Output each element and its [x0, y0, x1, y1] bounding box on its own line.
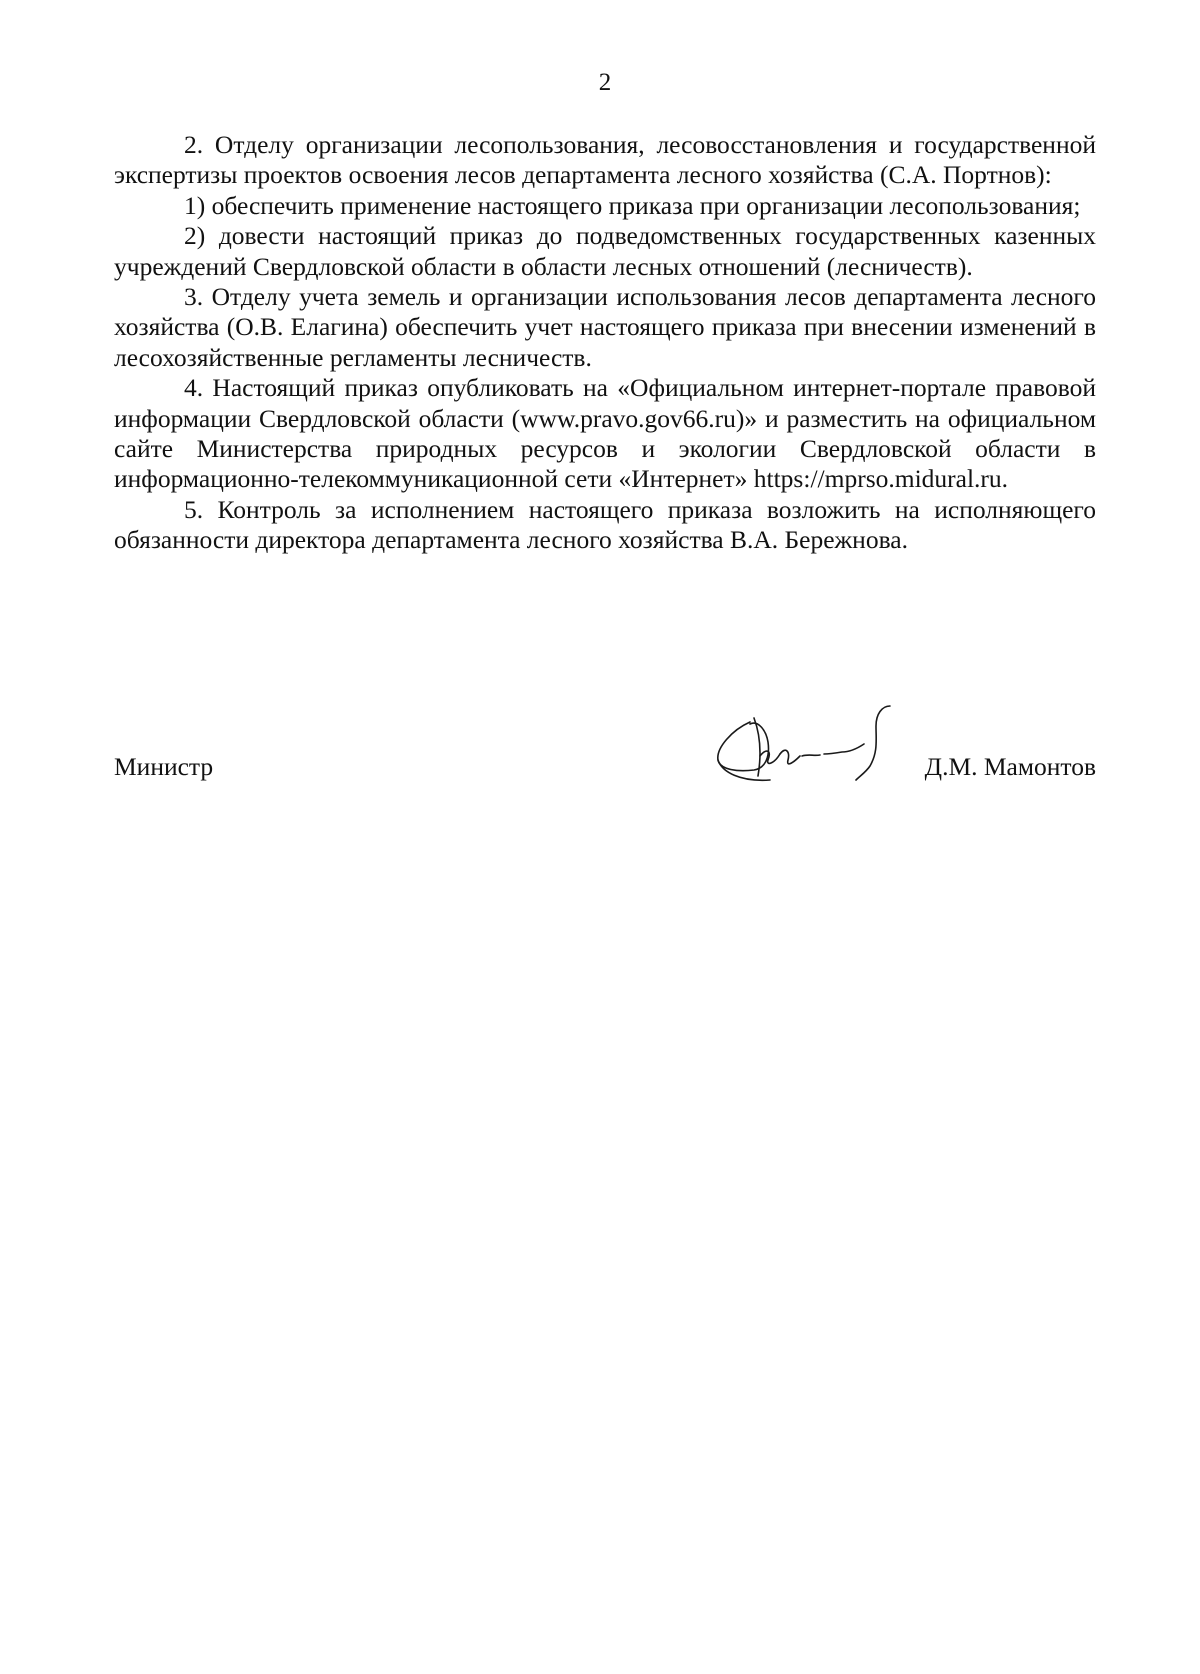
signatory-name: Д.М. Мамонтов [924, 752, 1096, 781]
paragraph-item-3: 3. Отделу учета земель и организации использования лесов департамента лесного хозяйства (О.В. Елагина) обеспечить учет настоящего приказа при внесении изменений в лесохозяйственные регламенты лесничеств. [114, 282, 1096, 372]
paragraph-subitem-2: 2) довести настоящий приказ до подведомственных государственных казенных учреждений Свердловской области в области лесных отношений (лесничеств). [114, 221, 1096, 281]
paragraph-item-5: 5. Контроль за исполнением настоящего приказа возложить на исполняющего обязанности директора департамента лесного хозяйства В.А. Бережнова. [114, 494, 1096, 555]
paragraph-item-2: 2. Отделу организации лесопользования, лесовосстановления и государственной экспертизы проектов освоения лесов департамента лесного хозяйства (С.А. Портнов): [114, 130, 1096, 190]
paragraph-subitem-1: 1) обеспечить применение настоящего приказа при организации лесопользования; [184, 190, 1081, 220]
signatory-title: Министр [114, 752, 214, 781]
paragraph-item-4: 4. Настоящий приказ опубликовать на «Официальном интернет-портале правовой информации Свердловской области (www.pravo.gov66.ru)» и разместить на официальном сайте Министерства природных ресурсов и экологии Свердловской области в информационно-телекоммуникационной сети «Интернет» https://mprso.midural.ru. [114, 373, 1096, 494]
handwritten-signature [710, 700, 910, 792]
document-body [114, 130, 1096, 556]
page-number: 2 [598, 69, 612, 96]
signature-block [114, 700, 1096, 800]
